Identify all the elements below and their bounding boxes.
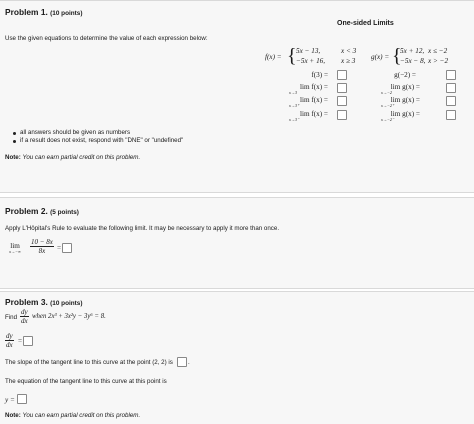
problem-2-title-text: Problem 2. [5, 206, 48, 216]
lim-f-x-3-right-answer-box[interactable] [337, 96, 347, 106]
g-row-1-expression: lim g(x) = [390, 83, 420, 91]
g-cond-1: x ≤ −2 [428, 47, 448, 55]
g-piece-1: 5x + 12, [400, 47, 425, 55]
lim-g-x-neg2-right-answer-box[interactable] [446, 96, 456, 106]
problem-1-instruction: Use the given equations to determine the value of each expression below: [5, 35, 208, 42]
slope-prompt: The slope of the tangent line to this curve at the point (2, 2) is [5, 359, 173, 366]
problem-1-points: (10 points) [50, 10, 83, 17]
g-row-2-expression: lim g(x) = [390, 96, 420, 104]
lim-f-x-3-left-answer-box[interactable] [337, 110, 347, 120]
g-row-3 [378, 110, 420, 122]
problem-3-points: (10 points) [50, 300, 83, 307]
problem-3-title-text: Problem 3. [5, 297, 48, 307]
lim-f-x-3-answer-box[interactable] [337, 83, 347, 93]
f-piece-1: 5x − 13, [296, 47, 321, 55]
note-label: Note: [5, 154, 21, 161]
f-definition-label: f(x) = [265, 53, 282, 61]
fraction-numerator: 10 − 8x [31, 238, 53, 246]
f-row-2-expression: lim f(x) = [299, 96, 328, 104]
note-text: You can earn partial credit on this problem. [22, 154, 141, 161]
lim-g-x-neg2-left-answer-box[interactable] [446, 110, 456, 120]
implicit-equation: when 2x³ + 3x²y − 3y⁶ = 8. [32, 313, 106, 320]
problem-2-instruction: Apply L'Hôpital's Rule to evaluate the following limit. It may be necessary to apply it more than once. [5, 225, 280, 232]
g-row-0-expression: g(−2) = [394, 71, 416, 79]
note-text: You can earn partial credit on this problem. [22, 412, 141, 419]
f-row-0 [298, 71, 328, 79]
f-brace: { [287, 45, 297, 67]
fraction-denominator: 8x [38, 247, 46, 255]
derivative-answer-box[interactable] [23, 336, 33, 346]
problem-1-note [5, 154, 140, 161]
equals-sign: = [18, 337, 23, 345]
f-row-1 [286, 83, 328, 95]
g-brace: { [392, 45, 402, 67]
problem-2-panel [0, 197, 474, 289]
f-row-2 [286, 96, 328, 108]
g-row-3-expression: lim g(x) = [390, 110, 420, 118]
note-label: Note: [5, 412, 21, 419]
f-piece-2: −5x + 16, [296, 57, 326, 65]
problem-2-title [5, 206, 79, 216]
g-row-2-subscript: x→−2⁺ [381, 103, 395, 108]
problem-3-note [5, 412, 140, 419]
bullet-item: if a result does not exist, respond with "DNE" or "undefined" [12, 137, 183, 145]
f-row-3-subscript: x→3⁻ [289, 117, 300, 122]
g-cond-2: x > −2 [428, 57, 449, 65]
limit-operator [5, 242, 25, 254]
problem-3-panel [0, 291, 474, 424]
f-row-0-expression: f(3) = [311, 71, 328, 79]
slope-answer-box[interactable] [177, 357, 187, 367]
find-label: Find [5, 314, 18, 321]
f-row-2-subscript: x→3⁺ [289, 103, 300, 108]
dx-denominator: dx [6, 341, 13, 349]
g-row-1 [378, 83, 420, 95]
lim-subscript: x→−∞ [9, 249, 21, 254]
tangent-equation-prompt: The equation of the tangent line to this curve at this point is [5, 378, 167, 385]
f-cond-2: x ≥ 3 [341, 57, 356, 65]
g-of-neg2-answer-box[interactable] [446, 70, 456, 80]
f-row-1-expression: lim f(x) = [299, 83, 328, 91]
equals-sign: = [57, 244, 62, 252]
dy-dx-answer-label [5, 332, 14, 349]
dy-numerator: dy [6, 332, 13, 340]
g-row-1-subscript: x→−2 [381, 90, 392, 95]
problem-1-panel [0, 0, 474, 193]
dx-denominator: dx [21, 317, 28, 325]
g-row-0 [386, 71, 416, 79]
f-cond-1: x < 3 [341, 47, 357, 55]
g-definition-label: g(x) = [371, 53, 390, 61]
problem-1-title-text: Problem 1. [5, 7, 48, 17]
bullet-item: all answers should be given as numbers [12, 129, 183, 137]
f-row-3 [286, 110, 328, 122]
lim-g-x-neg2-answer-box[interactable] [446, 83, 456, 93]
slope-period: . [188, 359, 190, 366]
f-row-3-expression: lim f(x) = [299, 110, 328, 118]
one-sided-limits-title: One-sided Limits [337, 20, 394, 27]
g-row-2 [378, 96, 420, 108]
problem-1-instructions-list [12, 129, 183, 145]
limit-fraction [30, 238, 54, 255]
f-of-3-answer-box[interactable] [337, 70, 347, 80]
g-piece-2: −5x − 8, [400, 57, 426, 65]
y-equals-label: y = [5, 396, 15, 404]
problem-2-points: (5 points) [50, 209, 79, 216]
f-row-1-subscript: x→3 [289, 90, 298, 95]
problem-3-title [5, 297, 82, 307]
g-row-3-subscript: x→−2⁻ [381, 117, 395, 122]
tangent-equation-answer-box[interactable] [17, 394, 27, 404]
dy-numerator: dy [21, 308, 28, 316]
problem-1-title [5, 7, 82, 17]
lim-word: lim [10, 242, 20, 250]
dy-dx-fraction [20, 308, 29, 325]
limit-answer-box[interactable] [62, 243, 72, 253]
